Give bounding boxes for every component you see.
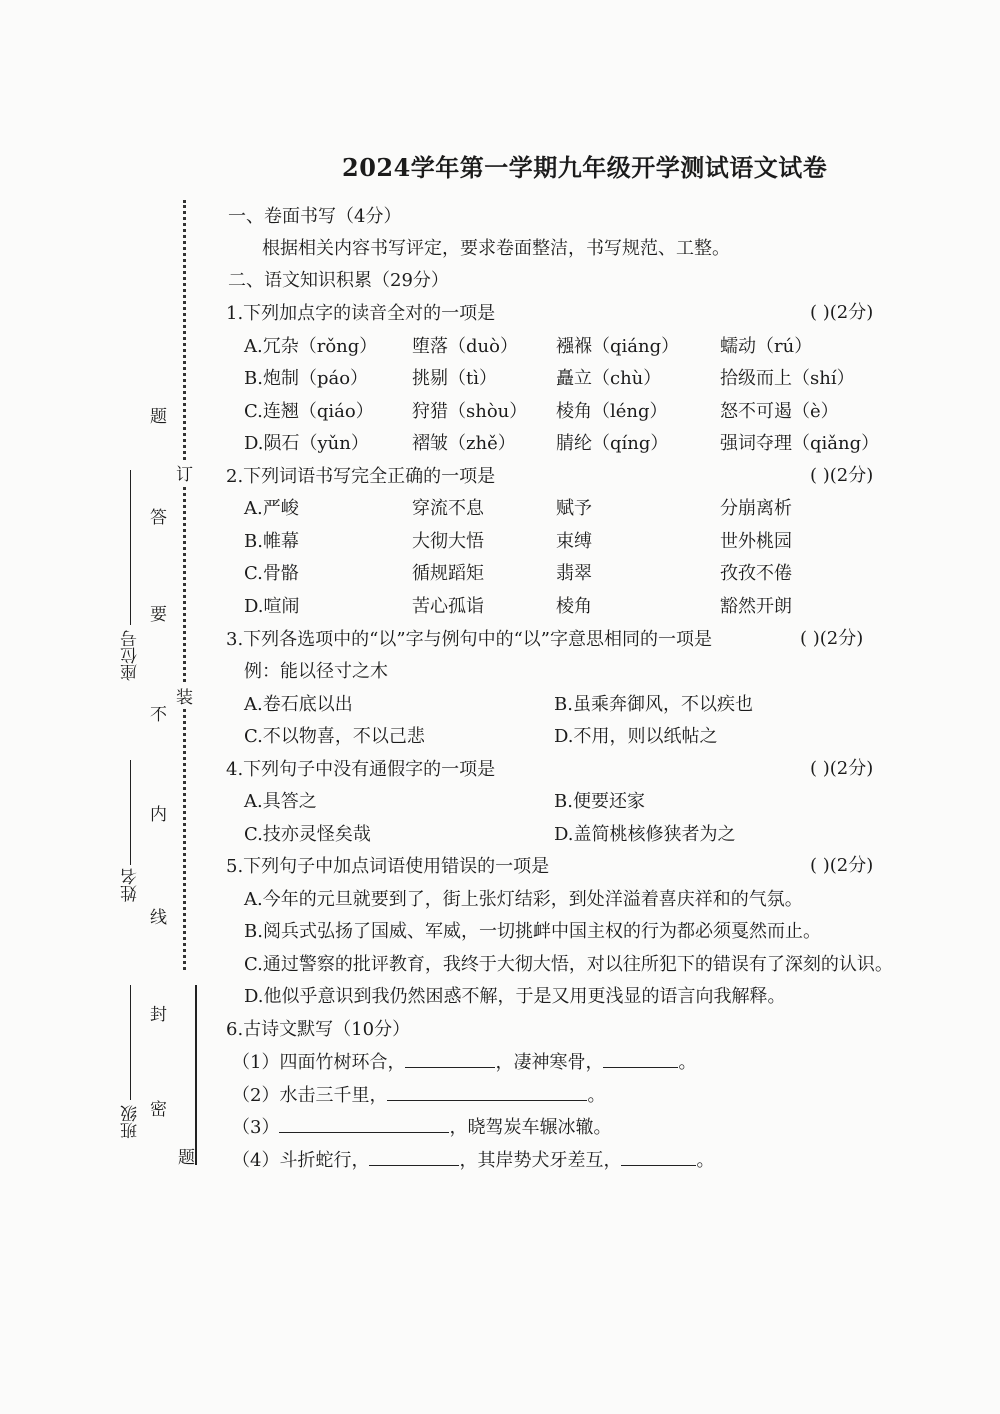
q6-line-3 (232, 1113, 611, 1139)
q6-line-1 (232, 1048, 696, 1074)
q2-c-1: C.骨骼 (244, 563, 299, 584)
q6-l1-text-c: 。 (678, 1052, 697, 1073)
section-1-heading: 一、卷面书写（4分） (228, 206, 402, 227)
q5-stem: 5.下列句子中加点词语使用错误的一项是 (226, 856, 550, 877)
q2-c-2: 循规蹈矩 (412, 563, 484, 584)
q6-l4-text-c: 。 (696, 1150, 715, 1171)
q1-answer-box[interactable]: ( )(2分) (810, 302, 874, 323)
binding-dotted-line (183, 200, 186, 970)
name-field[interactable] (130, 760, 131, 865)
q3-opt-a: A.卷石底以出 (244, 694, 353, 715)
q3-opt-c: C.不以物喜，不以己悲 (244, 726, 425, 747)
q4-opt-c: C.技亦灵怪矣哉 (244, 824, 371, 845)
q1-b-4: 拾级而上（shí） (720, 368, 855, 389)
class-label: 班级 (121, 1105, 141, 1139)
q6-l4-text-a: （4）斗折蛇行， (232, 1150, 370, 1171)
q1-b-1: B.炮制（páo） (244, 368, 369, 389)
q1-d-1: D.陨石（yǔn） (244, 433, 369, 454)
q6-l2-blank[interactable] (387, 1084, 587, 1101)
q1-b-3: 矗立（chù） (556, 368, 662, 389)
q3-answer-box[interactable]: ( )(2分) (800, 628, 864, 649)
q1-a-2: 堕落（duò） (412, 336, 518, 357)
q6-l4-text-b: ，其岸势犬牙差互， (459, 1150, 622, 1171)
q2-b-2: 大彻大悟 (412, 531, 484, 552)
q1-c-4: 怒不可遏（è） (720, 401, 839, 422)
q6-l2-text-b: 。 (587, 1085, 606, 1106)
q4-opt-a: A.具答之 (244, 791, 317, 812)
name-label: 姓名 (121, 868, 141, 902)
q5-opt-c: C.通过警察的批评教育，我终于大彻大悟，对以往所犯下的错误有了深刻的认识。 (244, 954, 893, 975)
section-2-heading: 二、语文知识积累（29分） (228, 270, 449, 291)
q1-a-4: 蠕动（rú） (720, 336, 813, 357)
binding-char-8: 密 (150, 1100, 167, 1120)
q6-l1-blank-1[interactable] (405, 1051, 495, 1068)
q2-a-1: A.严峻 (244, 498, 299, 519)
q3-stem: 3.下列各选项中的“以”字与例句中的“以”字意思相同的一项是 (226, 629, 712, 650)
seat-number-label: 座位号 (121, 630, 141, 681)
q2-d-3: 棱角 (556, 596, 592, 617)
q1-c-2: 狩猎（shòu） (412, 401, 528, 422)
q2-c-4: 孜孜不倦 (720, 563, 792, 584)
binding-char-9: 题 (178, 1148, 195, 1168)
q6-l2-text-a: （2）水击三千里， (232, 1085, 388, 1106)
q2-b-1: B.帷幕 (244, 531, 299, 552)
q4-opt-b: B.便要还家 (554, 791, 645, 812)
binding-zhuang: 装 (176, 683, 193, 708)
q2-d-1: D.喧闹 (244, 596, 300, 617)
q1-c-1: C.连翘（qiáo） (244, 401, 374, 422)
q2-a-4: 分崩离析 (720, 498, 792, 519)
page-title: 2024学年第一学期九年级开学测试语文试卷 (342, 153, 828, 182)
q2-d-2: 苦心孤诣 (412, 596, 484, 617)
q6-l3-text-a: （3） (232, 1117, 280, 1138)
q3-example: 例：能以径寸之木 (244, 661, 388, 682)
q2-answer-box[interactable]: ( )(2分) (810, 465, 874, 486)
q1-a-1: A.冗杂（rǒng） (244, 336, 378, 357)
q4-opt-d: D.盖简桃核修狭者为之 (554, 824, 736, 845)
q6-line-2 (232, 1081, 605, 1107)
q6-l4-blank-1[interactable] (369, 1149, 459, 1166)
q2-a-2: 穿流不息 (412, 498, 484, 519)
q1-b-2: 挑剔（tì） (412, 368, 497, 389)
class-field[interactable] (130, 985, 131, 1100)
q2-a-3: 赋予 (556, 498, 592, 519)
q1-d-3: 腈纶（qíng） (556, 433, 669, 454)
q6-l4-blank-2[interactable] (621, 1149, 696, 1166)
q5-answer-box[interactable]: ( )(2分) (810, 855, 874, 876)
q1-c-3: 棱角（léng） (556, 401, 668, 422)
binding-ding: 订 (176, 460, 193, 485)
binding-char-5: 内 (150, 805, 167, 825)
binding-char-7: 封 (150, 1005, 167, 1025)
q6-l3-blank[interactable] (279, 1116, 449, 1133)
q1-d-2: 褶皱（zhě） (412, 433, 516, 454)
q6-l3-text-b: ，晓驾炭车辗冰辙。 (449, 1117, 612, 1138)
q4-answer-box[interactable]: ( )(2分) (810, 758, 874, 779)
q5-opt-b: B.阅兵式弘扬了国威、军威，一切挑衅中国主权的行为都必须戛然而止。 (244, 921, 821, 942)
q3-opt-d: D.不用，则以纸帖之 (554, 726, 718, 747)
q6-l1-text-a: （1）四面竹树环合， (232, 1052, 406, 1073)
q2-d-4: 豁然开朗 (720, 596, 792, 617)
q1-a-3: 襁褓（qiáng） (556, 336, 680, 357)
q5-opt-d: D.他似乎意识到我仍然困惑不解，于是又用更浅显的语言向我解释。 (244, 986, 786, 1007)
q6-l1-text-b: ，凄神寒骨， (495, 1052, 604, 1073)
q2-stem: 2.下列词语书写完全正确的一项是 (226, 466, 496, 487)
q6-line-4 (232, 1146, 714, 1172)
binding-char-4: 不 (150, 705, 167, 725)
binding-solid-line (195, 985, 197, 1165)
q5-opt-a: A.今年的元旦就要到了，街上张灯结彩，到处洋溢着喜庆祥和的气氛。 (244, 889, 803, 910)
q3-opt-b: B.虽乘奔御风，不以疾也 (554, 694, 753, 715)
q6-l1-blank-2[interactable] (603, 1051, 678, 1068)
q4-stem: 4.下列句子中没有通假字的一项是 (226, 759, 496, 780)
q2-c-3: 翡翠 (556, 563, 592, 584)
q6-stem: 6.古诗文默写（10分） (226, 1019, 411, 1040)
binding-char-3: 要 (150, 605, 167, 625)
binding-char-1: 题 (150, 407, 167, 427)
q1-d-4: 强词夺理（qiǎng） (720, 433, 880, 454)
q2-b-4: 世外桃园 (720, 531, 792, 552)
binding-char-2: 答 (150, 508, 167, 528)
section-1-text: 根据相关内容书写评定，要求卷面整洁，书写规范、工整。 (262, 238, 730, 259)
q1-stem: 1.下列加点字的读音全对的一项是 (226, 303, 496, 324)
q2-b-3: 束缚 (556, 531, 592, 552)
seat-number-field[interactable] (130, 470, 131, 625)
binding-char-6: 线 (150, 908, 167, 928)
